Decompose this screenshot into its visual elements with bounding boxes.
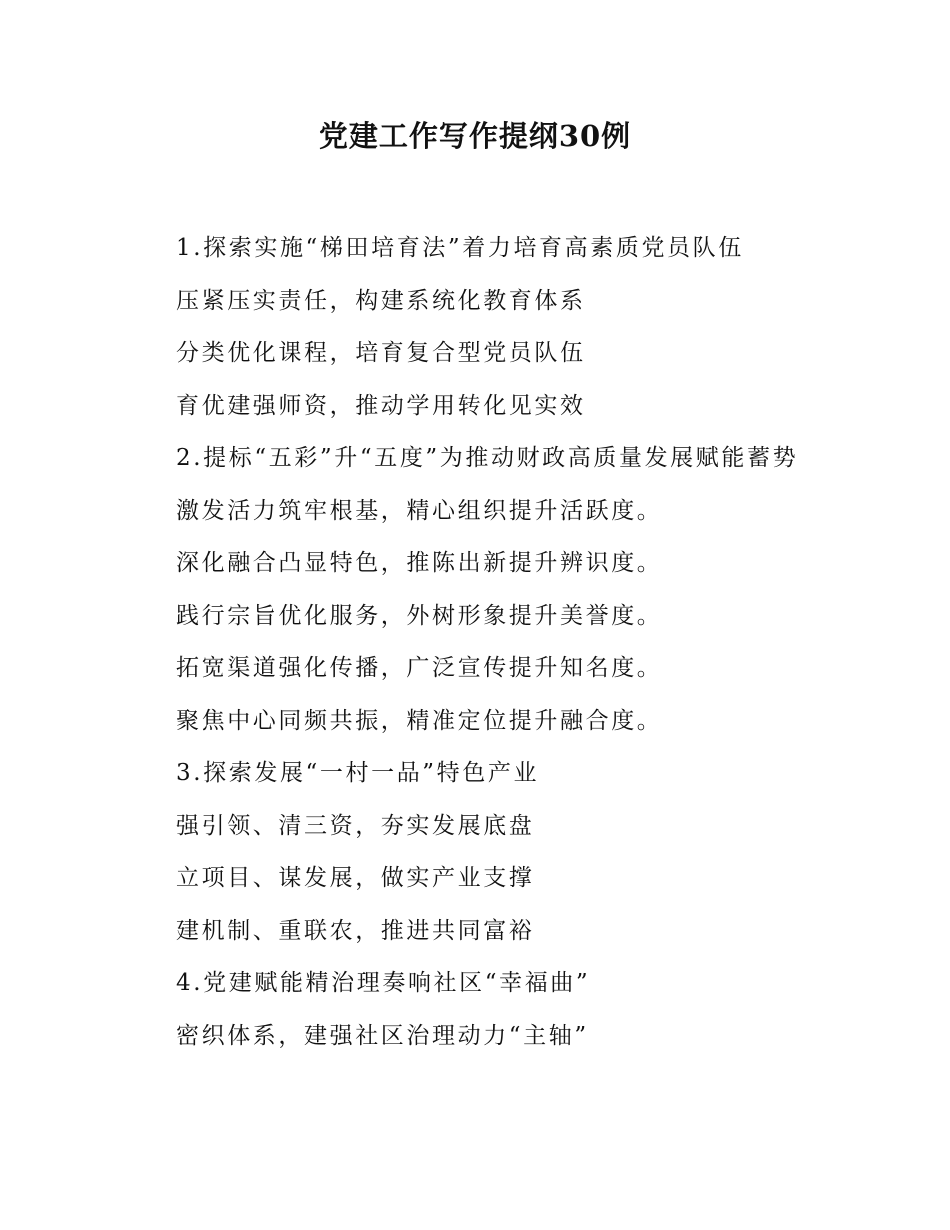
paragraph: 激发活力筑牢根基，精心组织提升活跃度。 xyxy=(176,497,663,524)
document-body xyxy=(142,222,810,1062)
paragraph: 育优建强师资，推动学用转化见实效 xyxy=(176,392,586,419)
paragraph: 分类优化课程，培育复合型党员队伍 xyxy=(176,340,586,366)
paragraph: 拓宽渠道强化传播，广泛宣传提升知名度。 xyxy=(176,655,663,681)
paragraph: 强引领、清三资，夯实发展底盘 xyxy=(176,812,535,839)
paragraph: 压紧压实责任，构建系统化教育体系 xyxy=(176,287,586,314)
paragraph: 3.探索发展“一村一品”特色产业 xyxy=(176,760,540,786)
paragraph: 建机制、重联农，推进共同富裕 xyxy=(176,917,535,944)
paragraph: 2.提标“五彩”升“五度”为推动财政高质量发展赋能蓄势 xyxy=(176,445,799,471)
paragraph: 践行宗旨优化服务，外树形象提升美誉度。 xyxy=(176,602,663,629)
paragraph: 密织体系，建强社区治理动力“主轴” xyxy=(176,1022,589,1049)
paragraph: 1.探索实施“梯田培育法”着力培育高素质党员队伍 xyxy=(176,235,744,261)
paragraph: 聚焦中心同频共振，精准定位提升融合度。 xyxy=(176,707,663,734)
document-title: 党建工作写作提纲30例 xyxy=(318,119,632,153)
paragraph: 立项目、谋发展，做实产业支撑 xyxy=(176,865,535,891)
paragraph: 深化融合凸显特色，推陈出新提升辨识度。 xyxy=(176,550,663,576)
paragraph: 4.党建赋能精治理奏响社区“幸福曲” xyxy=(176,970,591,996)
